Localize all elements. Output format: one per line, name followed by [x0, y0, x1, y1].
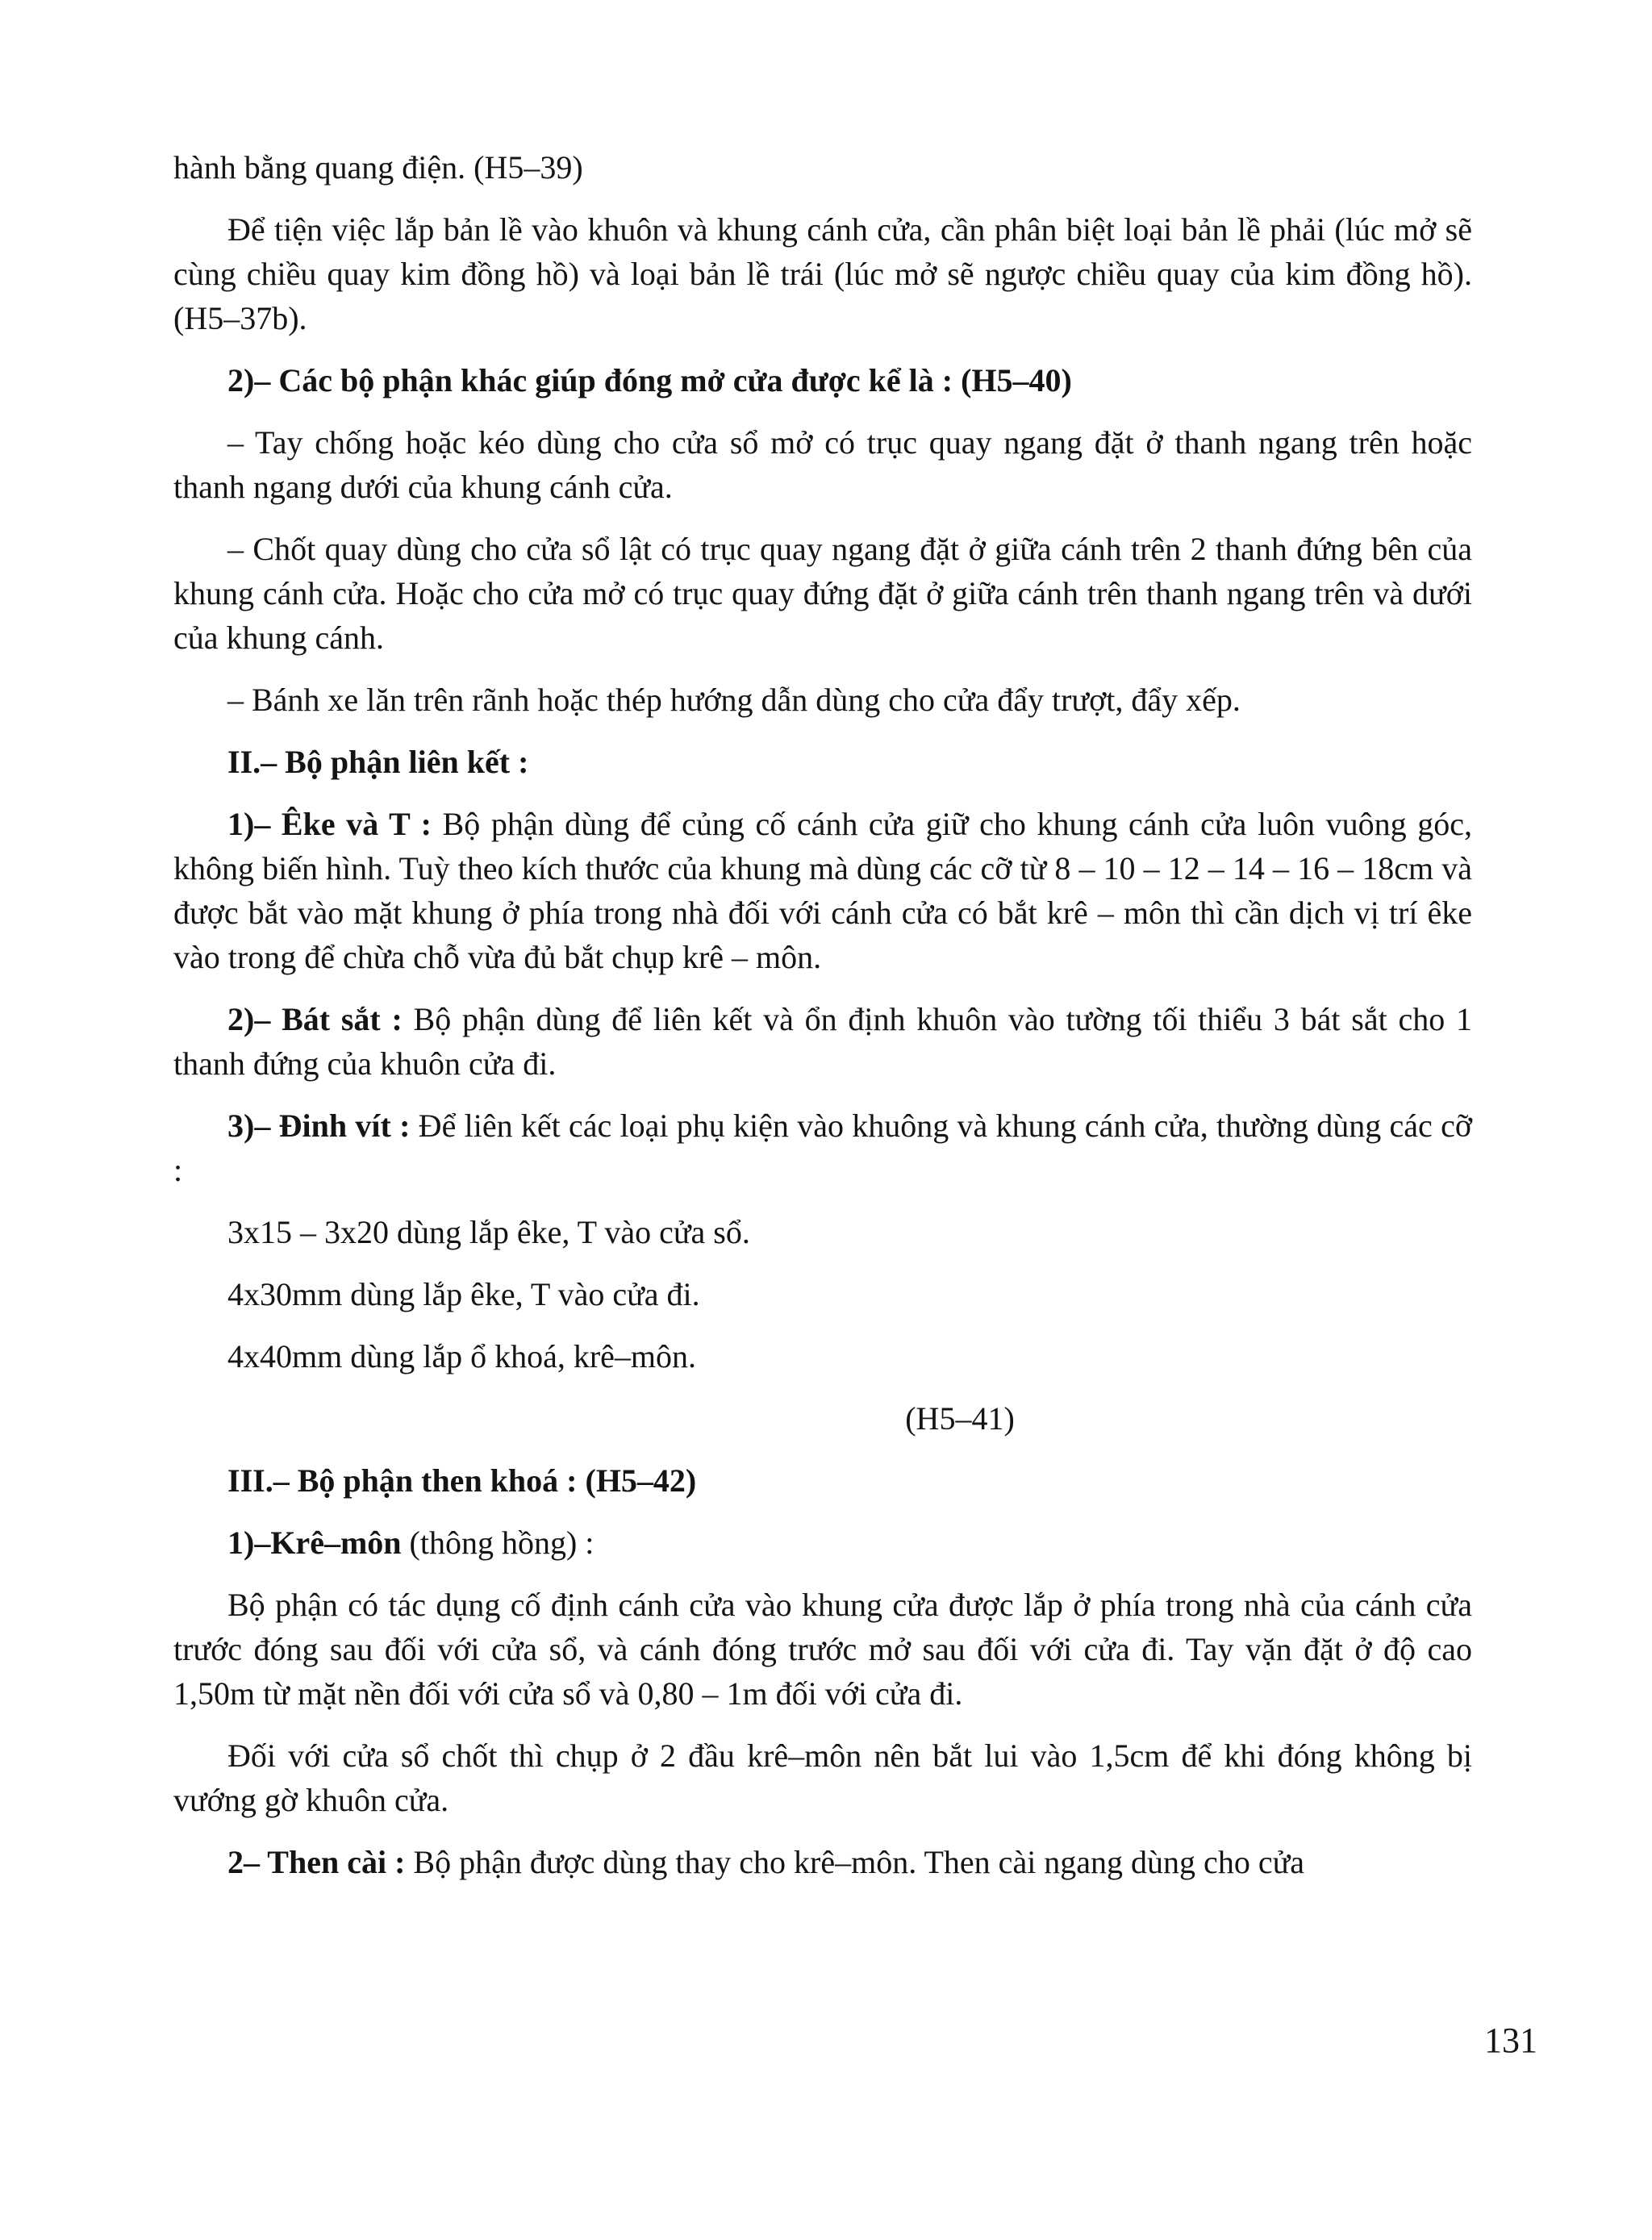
paragraph-then-cai [173, 1840, 1472, 1884]
text-then-cai: Bộ phận được dùng thay cho krê–môn. Then cài ngang dùng cho cửa [405, 1844, 1304, 1880]
label-kre-mon: 1)–Krê–môn [227, 1525, 402, 1561]
heading-other-parts-text: 2)– Các bộ phận khác giúp đóng mở cửa được kể là : (H5–40) [227, 362, 1072, 398]
page-number: 131 [1484, 2021, 1537, 2060]
paragraph-hinge: Để tiện việc lắp bản lề vào khuôn và khung cánh cửa, cần phân biệt loại bản lề phải (lúc mở sẽ cùng chiều quay kim đồng hồ) và loại bản lề trái (lúc mở sẽ ngược chiều quay của kim đồng hồ). (H5–37b). [173, 211, 1472, 336]
page-body [173, 145, 1472, 1902]
heading-other-parts [173, 358, 1472, 403]
paragraph-eke [173, 802, 1472, 979]
text-bat-sat: Bộ phận dùng để liên kết và ổn định khuôn vào tường tối thiểu 3 bát sắt cho 1 thanh đứng của khuôn cửa đi. [173, 1001, 1472, 1082]
heading-section-iii-text: III.– Bộ phận then khoá : (H5–42) [227, 1462, 697, 1499]
label-then-cai: 2– Then cài : [227, 1844, 406, 1880]
heading-section-ii [173, 740, 1472, 784]
heading-section-ii-text: II.– Bộ phận liên kết : [227, 744, 529, 780]
paragraph-bat-sat [173, 997, 1472, 1086]
paragraph-roller: – Bánh xe lăn trên rãnh hoặc thép hướng dẫn dùng cho cửa đẩy trượt, đẩy xếp. [227, 682, 1241, 718]
figure-reference: (H5–41) [905, 1400, 1015, 1437]
text-kre-mon-sub: (thông hồng) : [401, 1525, 594, 1561]
size-item-3: 4x40mm dùng lắp ổ khoá, krê–môn. [227, 1338, 697, 1374]
heading-section-iii [173, 1458, 1472, 1503]
paragraph-kre-mon: Bộ phận có tác dụng cố định cánh cửa vào khung cửa được lắp ở phía trong nhà của cánh cửa trước đóng sau đối với cửa sổ, và cánh đóng trước mở sau đối với cửa đi. Tay vặn đặt ở độ cao 1,50m từ mặt nền đối với cửa sổ và 0,80 – 1m đối với cửa đi. [173, 1587, 1472, 1712]
text-eke: Bộ phận dùng để củng cố cánh cửa giữ cho khung cánh cửa luôn vuông góc, không biến hình. Tuỳ theo kích thước của khung mà dùng các cỡ từ 8 – 10 – 12 – 14 – 16 – 18cm và được bắt vào mặt khung ở phía trong nhà đối với cánh cửa có bắt krê – môn thì cần dịch vị trí êke vào trong để chừa chỗ vừa đủ bắt chụp krê – môn. [173, 806, 1473, 975]
size-item-1: 3x15 – 3x20 dùng lắp êke, T vào cửa sổ. [227, 1214, 750, 1250]
label-eke: 1)– Êke và T : [227, 806, 432, 842]
size-item-2: 4x30mm dùng lắp êke, T vào cửa đi. [227, 1276, 700, 1312]
paragraph-prop: – Tay chống hoặc kéo dùng cho cửa sổ mở có trục quay ngang đặt ở thanh ngang trên hoặc thanh ngang dưới của khung cánh cửa. [173, 424, 1472, 505]
paragraph-intro: hành bằng quang điện. (H5–39) [173, 149, 583, 186]
label-bat-sat: 2)– Bát sắt : [227, 1001, 403, 1037]
heading-kre-mon [173, 1520, 1472, 1565]
paragraph-dinh-vit [173, 1103, 1472, 1192]
paragraph-pivot: – Chốt quay dùng cho cửa sổ lật có trục quay ngang đặt ở giữa cánh trên 2 thanh đứng bên của khung cánh cửa. Hoặc cho cửa mở có trục quay đứng đặt ở giữa cánh trên thanh ngang trên và dưới của khung cánh. [173, 531, 1472, 656]
label-dinh-vit: 3)– Đinh vít : [227, 1107, 411, 1144]
paragraph-chot: Đối với cửa sổ chốt thì chụp ở 2 đầu krê–môn nên bắt lui vào 1,5cm để khi đóng không bị vướng gờ khuôn cửa. [173, 1737, 1472, 1818]
text-dinh-vit: Để liên kết các loại phụ kiện vào khuông và khung cánh cửa, thường dùng các cỡ : [173, 1107, 1472, 1188]
